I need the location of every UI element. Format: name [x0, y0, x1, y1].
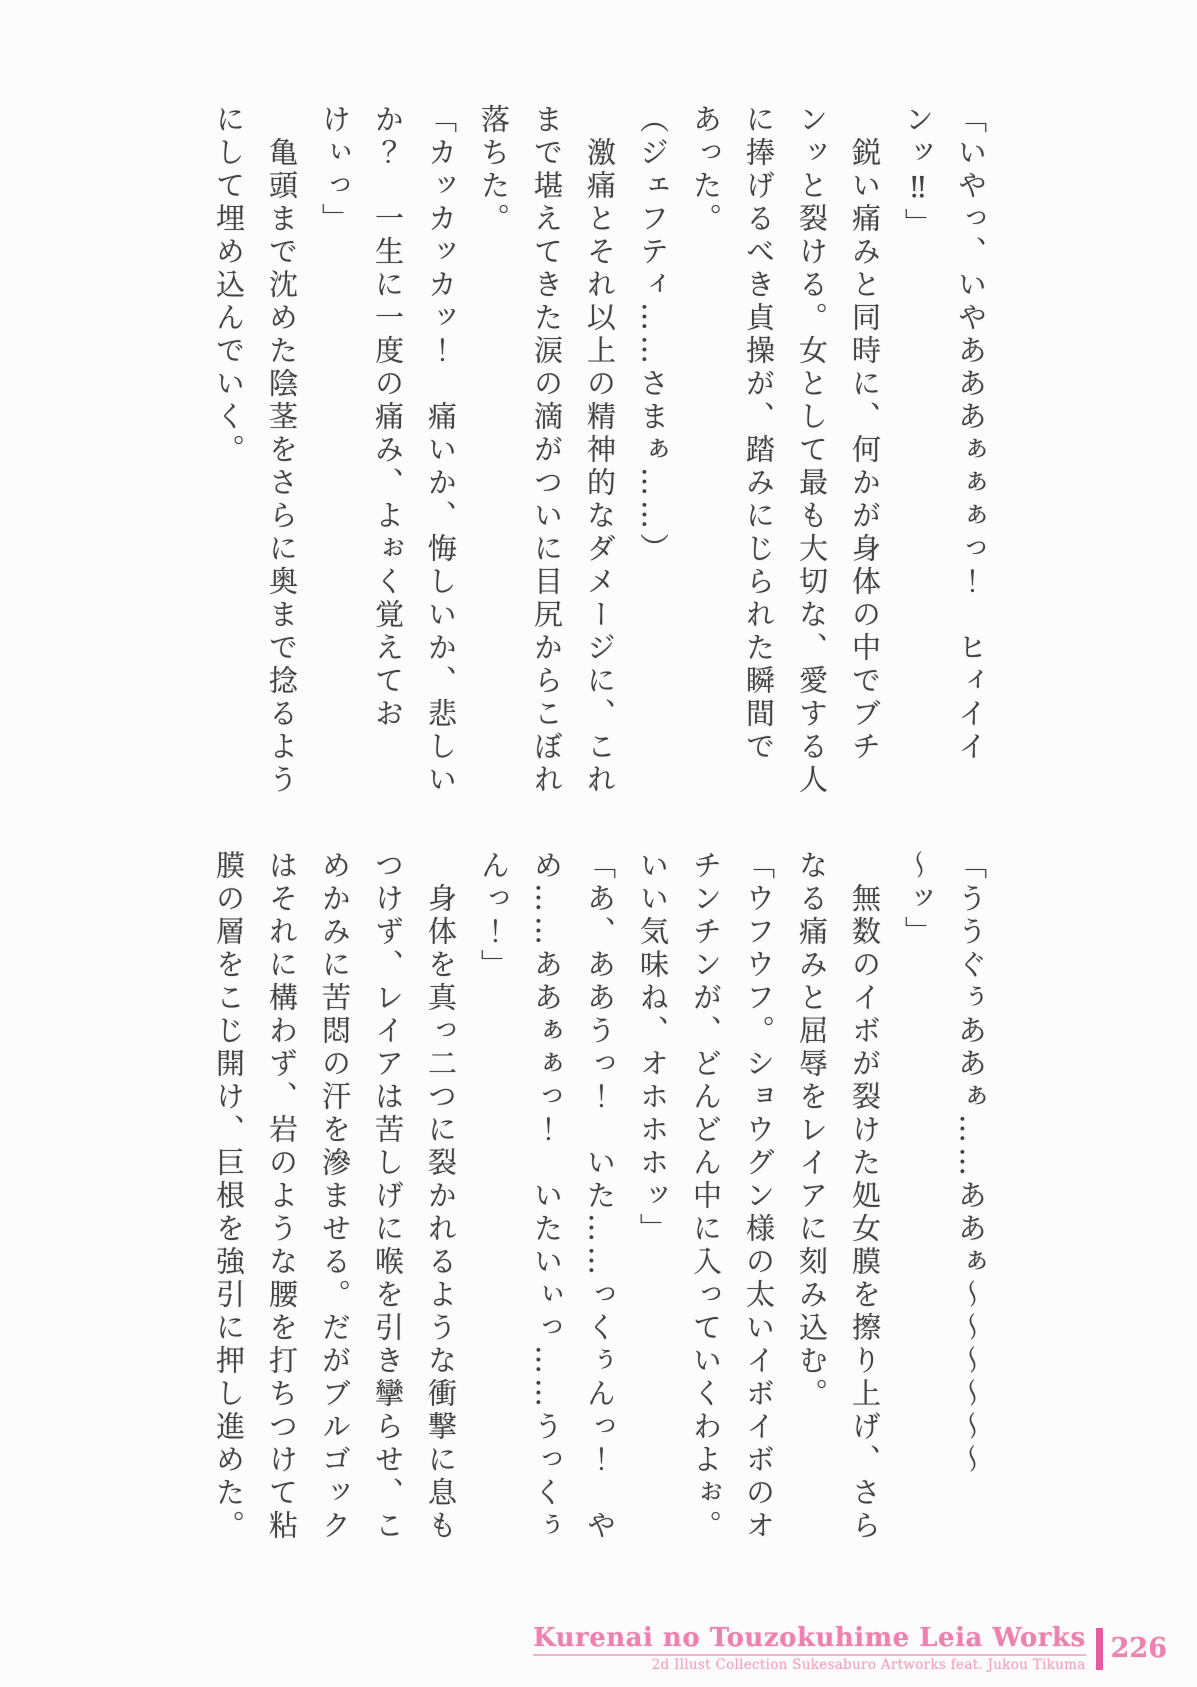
book-subtitle: 2d Illust Collection Sukesaburo Artworks feat. Jukou Tikuma — [533, 1654, 1086, 1673]
book-title: Kurenai no Touzokuhime Leia Works — [533, 1622, 1086, 1653]
paragraph: 「あ、ああうっ！ いた……っくぅんっ！ やめ……ああぁぁっ！ いたいぃっ……うっくぅんっ！」 — [477, 850, 617, 1543]
footer-credits — [533, 1622, 1086, 1674]
paragraph: 身体を真っ二つに裂かれるような衝撃に息もつけず、レイアは苦しげに喉を引き攣らせ、こめかみに苦悶の汗を滲ませる。だがブルゴックはそれに構わず、岩のような腰を打ちつけて粘膜の層をこじ開け、巨根を強引に押し進めた。 — [212, 850, 458, 1543]
top-text-block — [197, 104, 997, 800]
footer-divider-bar — [1096, 1628, 1103, 1670]
paragraph: （ジェフティ……さまぁ……） — [636, 104, 670, 566]
bottom-text-block — [197, 850, 997, 1546]
page-number: 226 — [1110, 1633, 1167, 1665]
paragraph: 「いやっ、いやあああぁぁぁっ！ ヒィイインッ‼」 — [901, 104, 988, 764]
paragraph: 激痛とそれ以上の精神的なダメージに、これまで堪えてきた涙の滴がついに目尻からこぼれ落ちた。 — [477, 104, 617, 797]
paragraph: 「ウフウフ。ショウグン様の太いイボイボのオチンチンが、どんどん中に入っていくわよぉ。いい気味ね、オホホホッ」 — [636, 850, 776, 1543]
page-footer — [533, 1622, 1167, 1674]
paragraph: 鋭い痛みと同時に、何かが身体の中でブチンッと裂ける。女として最も大切な、愛する人に捧げるべき貞操が、踏みにじられた瞬間であった。 — [689, 104, 882, 797]
paragraph: 無数のイボが裂けた処女膜を擦り上げ、さらなる痛みと屈辱をレイアに刻み込む。 — [795, 850, 882, 1543]
paragraph: 亀頭まで沈めた陰茎をさらに奥まで捻るようにして埋め込んでいく。 — [212, 104, 299, 797]
paragraph: 「カッカッカッ！ 痛いか、悔しいか、悲しいか？ 一生に一度の痛み、よぉく覚えておけぃっ」 — [318, 104, 458, 797]
paragraph: 「ううぐぅああぁ……ああぁ～～～～～～～ッ」 — [901, 850, 988, 1477]
